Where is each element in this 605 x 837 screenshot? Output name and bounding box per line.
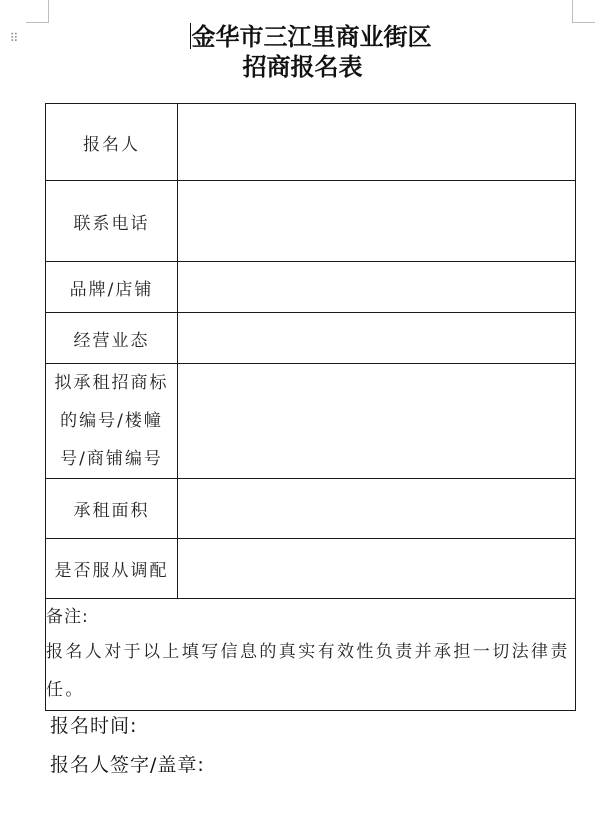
form-row-lease-area bbox=[46, 479, 576, 539]
form-row-brand bbox=[46, 262, 576, 313]
notes-body: 报名人对于以上填写信息的真实有效性负责并承担一切法律责任。 bbox=[46, 641, 570, 700]
form-row-phone bbox=[46, 181, 576, 262]
drag-handle-icon[interactable]: ⠿ bbox=[9, 31, 19, 45]
notes-cell bbox=[46, 599, 576, 711]
registration-time-label: 报名时间: bbox=[50, 715, 138, 737]
field-unit-number[interactable] bbox=[178, 364, 576, 479]
signature-label: 报名人签字/盖章: bbox=[50, 754, 205, 776]
field-lease-area[interactable] bbox=[178, 479, 576, 539]
field-business-type[interactable] bbox=[178, 313, 576, 364]
document-title bbox=[0, 22, 605, 82]
field-accept-allocation[interactable] bbox=[178, 539, 576, 599]
form-row-accept-allocation bbox=[46, 539, 576, 599]
page-corner-mark-top-left bbox=[26, 0, 49, 23]
label-unit-number: 拟承租招商标的编号/楼幢号/商铺编号 bbox=[46, 364, 178, 479]
title-line-2: 招商报名表 bbox=[242, 52, 363, 81]
field-registrant[interactable] bbox=[178, 104, 576, 181]
field-brand[interactable] bbox=[178, 262, 576, 313]
page-corner-mark-top-right bbox=[572, 0, 595, 23]
title-line-1: 金华市三江里商业街区 bbox=[191, 22, 432, 51]
form-row-notes bbox=[46, 599, 576, 711]
form-row-business-type bbox=[46, 313, 576, 364]
text-cursor bbox=[190, 23, 191, 49]
notes-title: 备注: bbox=[46, 606, 89, 627]
label-phone: 联系电话 bbox=[46, 181, 178, 262]
registration-form-table bbox=[45, 103, 576, 711]
label-registrant: 报名人 bbox=[46, 104, 178, 181]
form-row-registrant bbox=[46, 104, 576, 181]
label-business-type: 经营业态 bbox=[46, 313, 178, 364]
field-phone[interactable] bbox=[178, 181, 576, 262]
label-lease-area: 承租面积 bbox=[46, 479, 178, 539]
label-brand: 品牌/店铺 bbox=[46, 262, 178, 313]
label-accept-allocation: 是否服从调配 bbox=[46, 539, 178, 599]
form-row-unit-number bbox=[46, 364, 576, 479]
